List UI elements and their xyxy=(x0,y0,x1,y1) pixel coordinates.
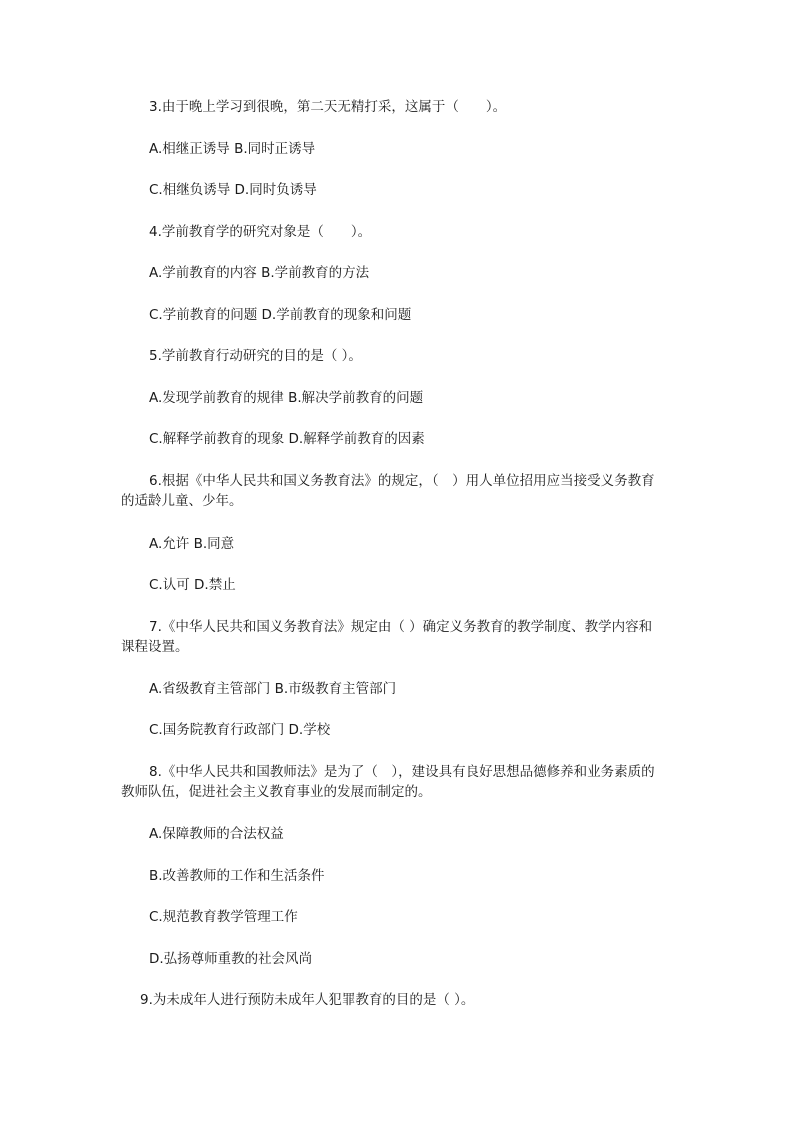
question-6-stem-line1: 6.根据《中华人民共和国义务教育法》的规定，（ ）用人单位招用应当接受义务教育 xyxy=(149,473,655,489)
question-6-stem-line2: 的适龄儿童、少年。 xyxy=(121,493,243,509)
question-3-stem: 3.由于晚上学习到很晚，第二天无精打采，这属于（ ）。 xyxy=(149,99,507,115)
question-8-option-b: B.改善教师的工作和生活条件 xyxy=(149,868,325,884)
question-4-stem: 4.学前教育学的研究对象是（ ）。 xyxy=(149,224,372,240)
question-3-options-cd: C.相继负诱导 D.同时负诱导 xyxy=(149,182,317,198)
question-8-option-c: C.规范教育教学管理工作 xyxy=(149,909,298,925)
question-8-option-d: D.弘扬尊师重教的社会风尚 xyxy=(149,951,313,967)
question-6-options-ab: A.允许 B.同意 xyxy=(149,536,235,552)
question-7-options-ab: A.省级教育主管部门 B.市级教育主管部门 xyxy=(149,681,397,697)
question-4-options-cd: C.学前教育的问题 D.学前教育的现象和问题 xyxy=(149,307,412,323)
question-9-stem: 9.为未成年人进行预防未成年人犯罪教育的目的是（ ）。 xyxy=(140,992,475,1008)
question-8-option-a: A.保障教师的合法权益 xyxy=(149,826,284,842)
question-7-stem-line2: 课程设置。 xyxy=(121,639,189,655)
question-5-options-cd: C.解释学前教育的现象 D.解释学前教育的因素 xyxy=(149,431,425,447)
question-8-stem-line1: 8.《中华人民共和国教师法》是为了（ ），建设具有良好思想品德修养和业务素质的 xyxy=(149,764,655,780)
question-8-stem-line2: 教师队伍，促进社会主义教育事业的发展而制定的。 xyxy=(121,784,432,800)
question-7-options-cd: C.国务院教育行政部门 D.学校 xyxy=(149,722,331,738)
question-4-options-ab: A.学前教育的内容 B.学前教育的方法 xyxy=(149,265,370,281)
question-6-options-cd: C.认可 D.禁止 xyxy=(149,577,236,593)
question-7-stem-line1: 7.《中华人民共和国义务教育法》规定由（ ）确定义务教育的教学制度、教学内容和 xyxy=(149,619,653,635)
question-3-options-ab: A.相继正诱导 B.同时正诱导 xyxy=(149,141,316,157)
question-5-stem: 5.学前教育行动研究的目的是（ ）。 xyxy=(149,348,362,364)
question-5-options-ab: A.发现学前教育的规律 B.解决学前教育的问题 xyxy=(149,390,424,406)
